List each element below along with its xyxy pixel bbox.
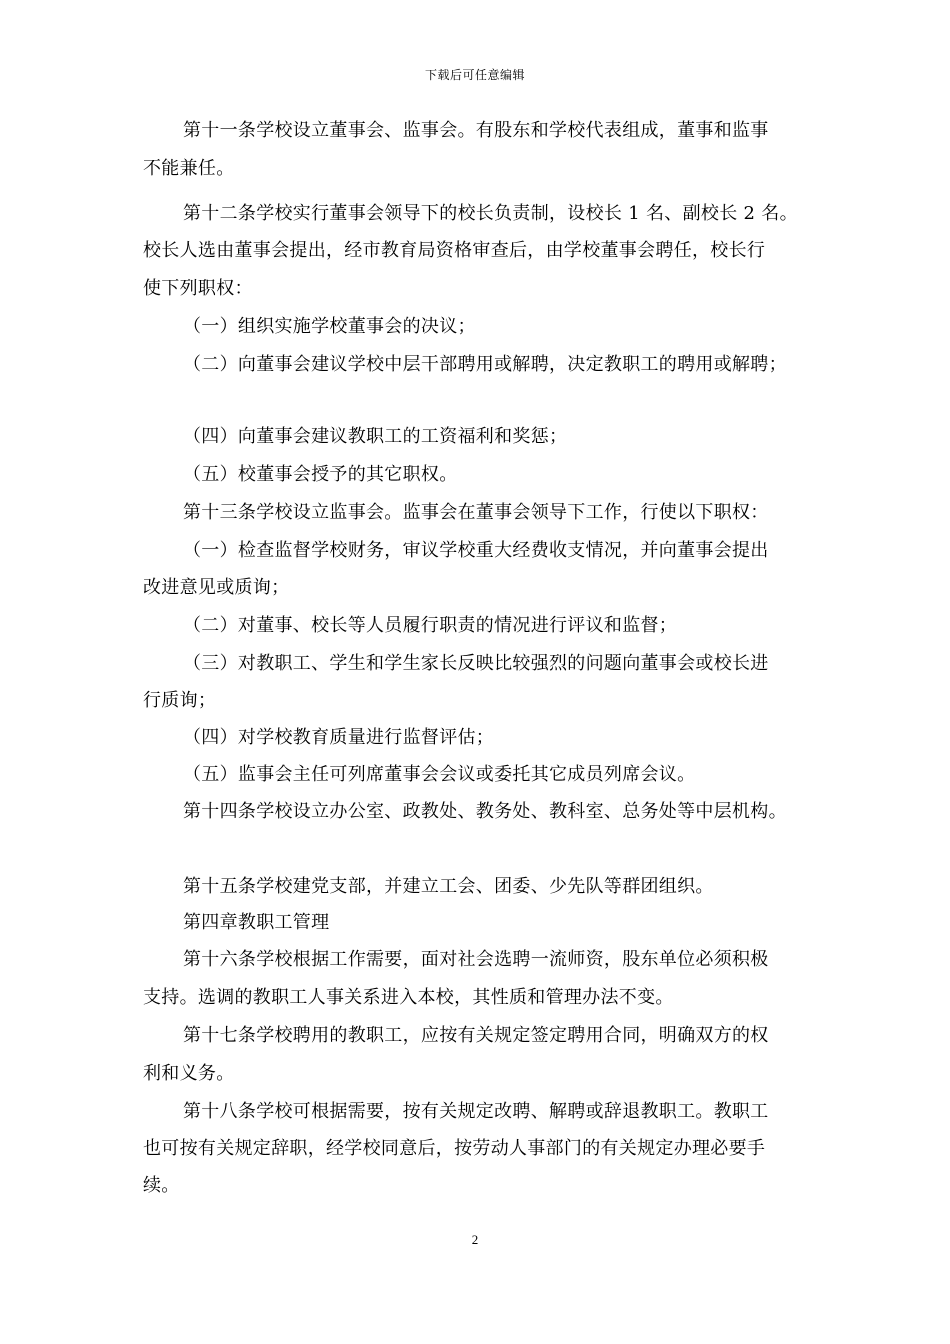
paragraph-line: （五）监事会主任可列席董事会会议或委托其它成员列席会议。	[183, 764, 696, 785]
paragraph-line: 行质询；	[143, 690, 217, 711]
paragraph-line: 第十五条学校建党支部，并建立工会、团委、少先队等群团组织。	[183, 876, 714, 897]
page-header: 下载后可任意编辑	[424, 68, 525, 82]
paragraph-line: 第十三条学校设立监事会。监事会在董事会领导下工作，行使以下职权：	[183, 502, 769, 523]
paragraph-line: 不能兼任。	[143, 158, 235, 179]
paragraph-line: 第十一条学校设立董事会、监事会。有股东和学校代表组成，董事和监事	[183, 120, 769, 141]
paragraph-line: 使下列职权：	[143, 278, 253, 299]
paragraph-line: （三）对教职工、学生和学生家长反映比较强烈的问题向董事会或校长进	[183, 653, 769, 674]
paragraph-line: 利和义务。	[143, 1063, 235, 1084]
paragraph-line: 支持。选调的教职工人事关系进入本校，其性质和管理办法不变。	[143, 987, 674, 1008]
paragraph-line: 校长人选由董事会提出，经市教育局资格审查后，由学校董事会聘任，校长行	[143, 240, 766, 261]
paragraph-line: 续。	[143, 1175, 180, 1196]
paragraph-line: （五）校董事会授予的其它职权。	[183, 464, 458, 485]
paragraph-line: （四）向董事会建议教职工的工资福利和奖惩；	[183, 426, 568, 447]
paragraph-line: （一）组织实施学校董事会的决议；	[183, 316, 476, 337]
paragraph-line: 也可按有关规定辞职，经学校同意后，按劳动人事部门的有关规定办理必要手	[143, 1138, 766, 1159]
page-number: 2	[471, 1232, 479, 1247]
paragraph-line: 第十八条学校可根据需要，按有关规定改聘、解聘或辞退教职工。教职工	[183, 1101, 769, 1122]
paragraph-line: （二）对董事、校长等人员履行职责的情况进行评议和监督；	[183, 615, 678, 636]
paragraph-line: 改进意见或质询；	[143, 577, 290, 598]
paragraph-line: 第十六条学校根据工作需要，面对社会选聘一流师资，股东单位必须积极	[183, 949, 769, 970]
paragraph-line: 第十四条学校设立办公室、政教处、教务处、教科室、总务处等中层机构。	[183, 801, 787, 822]
paragraph-line: （四）对学校教育质量进行监督评估；	[183, 727, 495, 748]
paragraph-line: 第十七条学校聘用的教职工，应按有关规定签定聘用合同，明确双方的权	[183, 1025, 769, 1046]
paragraph-line: 第十二条学校实行董事会领导下的校长负责制，设校长 1 名、副校长 2 名。	[183, 203, 798, 224]
chapter-heading: 第四章教职工管理	[183, 912, 330, 933]
paragraph-line: （一）检查监督学校财务，审议学校重大经费收支情况，并向董事会提出	[183, 540, 769, 561]
paragraph-line: （二）向董事会建议学校中层干部聘用或解聘，决定教职工的聘用或解聘；	[183, 354, 787, 375]
